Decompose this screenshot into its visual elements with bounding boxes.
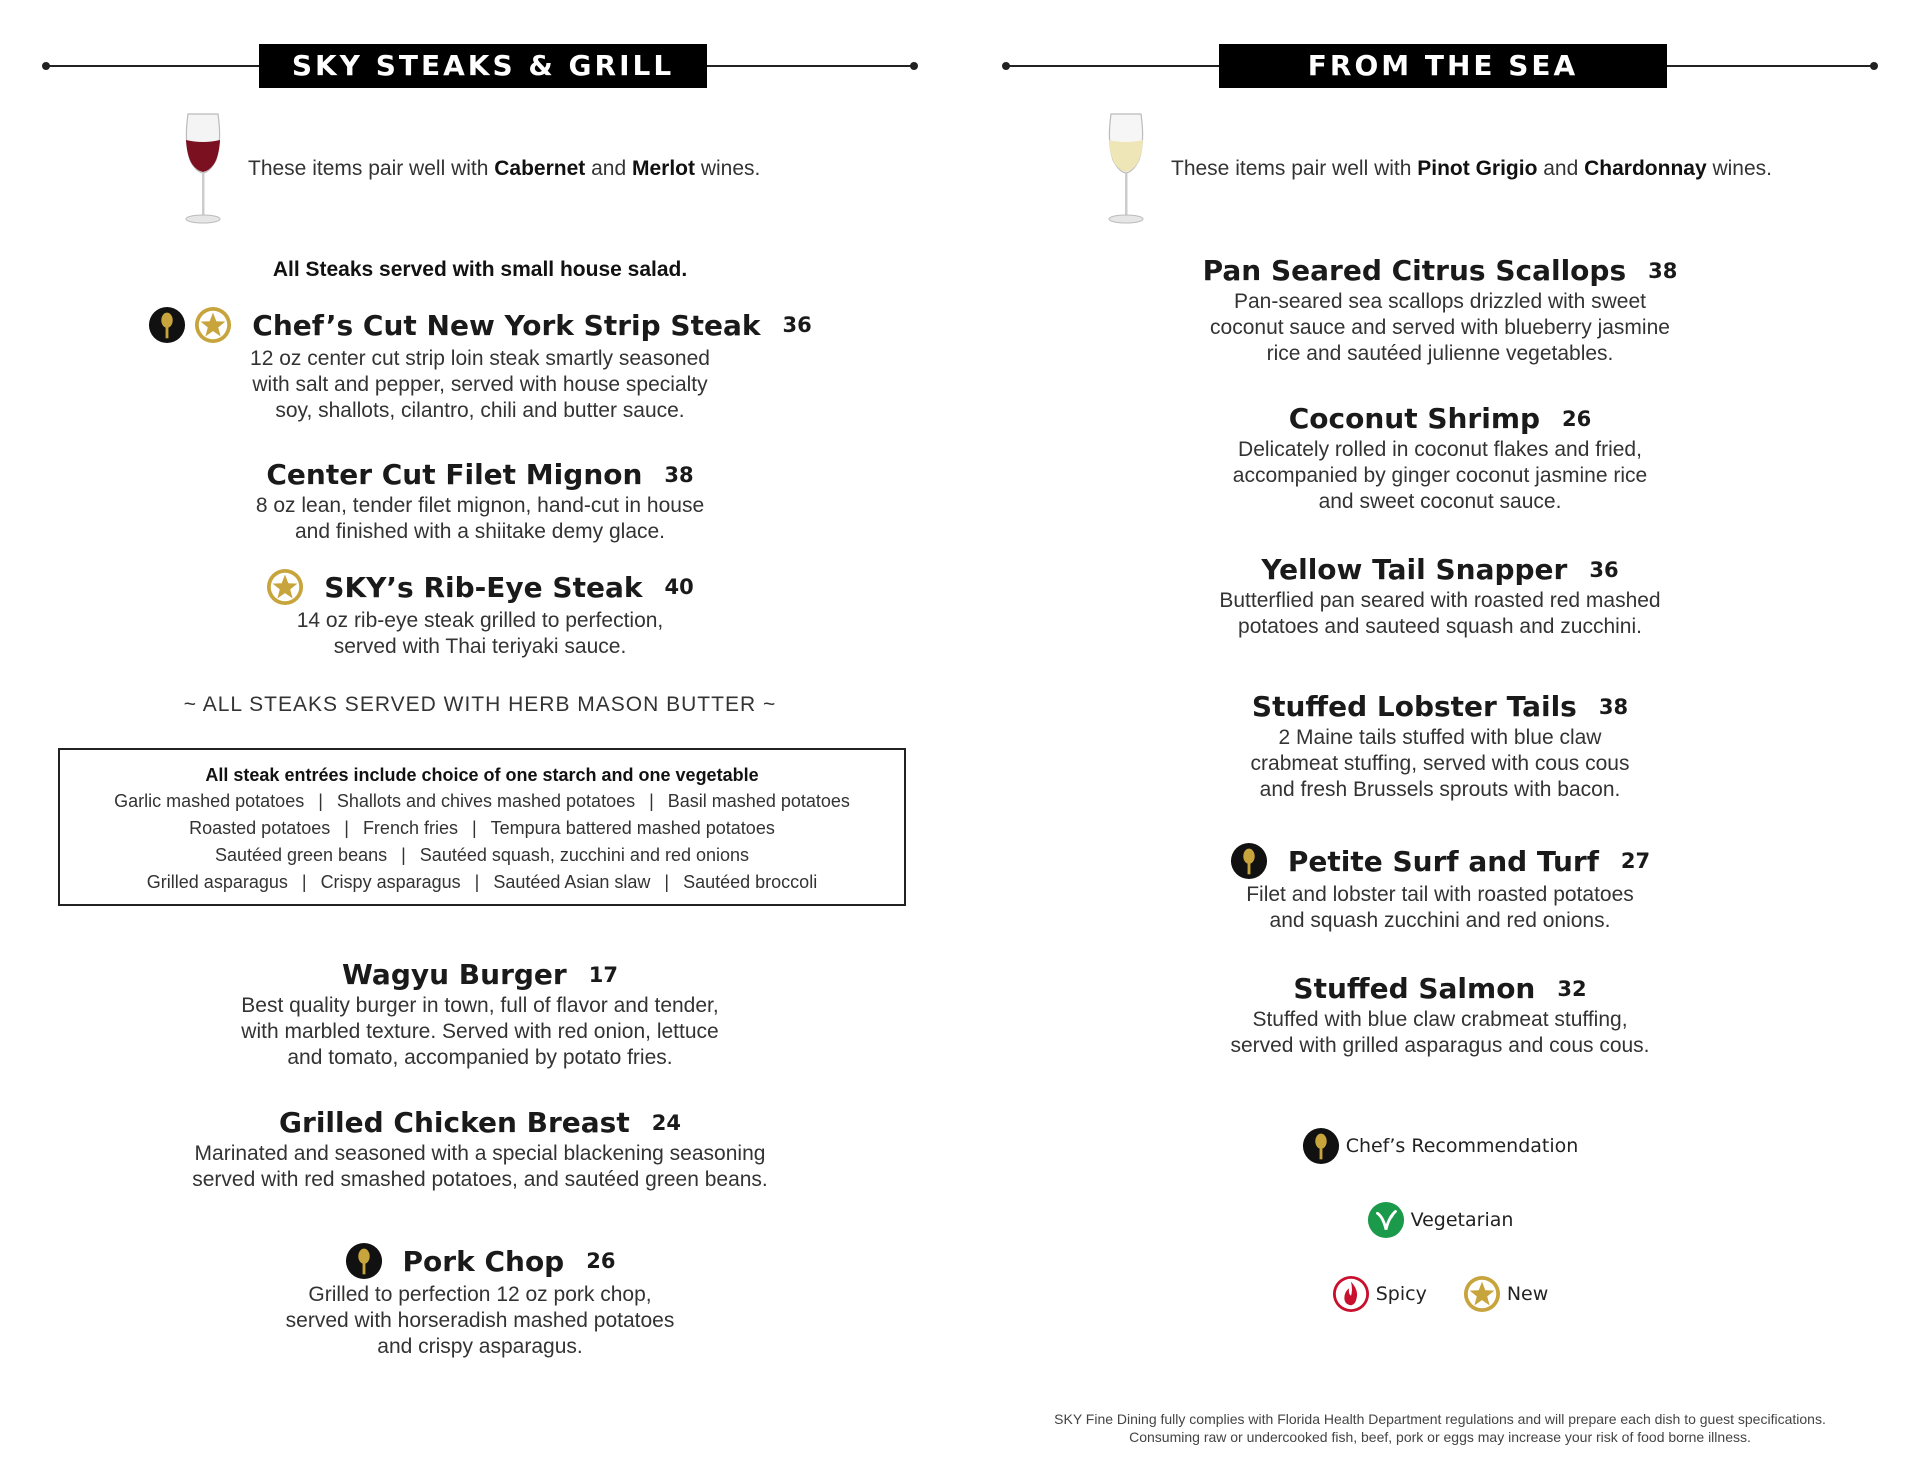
desc-line: potatoes and sauteed squash and zucchini. (1238, 615, 1642, 638)
red-wine-glass-icon (180, 112, 226, 226)
item-price: 27 (1620, 849, 1651, 873)
item-description (1000, 882, 1880, 934)
disclaimer-line: SKY Fine Dining fully complies with Florida Health Department regulations and will prepare each dish to guest specifications. (1054, 1411, 1826, 1427)
item-price: 38 (1598, 694, 1629, 719)
item-name: Coconut Shrimp (1288, 402, 1541, 435)
chef-recommendation-icon (148, 306, 186, 344)
item-name: Pork Chop (402, 1244, 565, 1278)
menu-item (1000, 553, 1880, 640)
item-name: Center Cut Filet Mignon (266, 458, 643, 491)
item-description (40, 1282, 920, 1360)
menu-item (1000, 254, 1880, 367)
section-header (1000, 44, 1880, 88)
item-name: Stuffed Lobster Tails (1251, 690, 1577, 723)
new-star-icon (194, 306, 232, 344)
desc-line: Marinated and seasoned with a special blackening seasoning (194, 1142, 766, 1165)
chef-recommendation-icon (1230, 842, 1268, 880)
wine-name: Pinot Grigio (1417, 157, 1538, 180)
menu-item (40, 568, 920, 660)
desc-line: Best quality burger in town, full of flavor and tender, (241, 994, 719, 1017)
side-option: Roasted potatoes (189, 818, 331, 838)
desc-line: Pan-seared sea scallops drizzled with sweet (1233, 290, 1647, 313)
sides-row (60, 869, 904, 896)
salad-note: All Steaks served with small house salad. (272, 258, 688, 281)
section-title: SKY STEAKS & GRILL (259, 44, 707, 88)
item-description (40, 993, 920, 1071)
wine-pairing (180, 112, 760, 226)
health-disclaimer (1000, 1410, 1880, 1446)
item-description (1000, 437, 1880, 515)
desc-line: and sweet coconut sauce. (1318, 490, 1562, 513)
menu-item (40, 458, 920, 545)
item-price: 17 (588, 962, 618, 987)
side-option: French fries (362, 818, 458, 838)
item-name: Chef’s Cut New York Strip Steak (252, 308, 761, 342)
desc-line: served with red smashed potatoes, and sautéed green beans. (192, 1168, 768, 1191)
desc-line: and squash zucchini and red onions. (1269, 909, 1611, 932)
menu-item (40, 1242, 920, 1360)
side-option: Crispy asparagus (320, 872, 461, 892)
sides-row (60, 815, 904, 842)
wine-name: Chardonnay (1584, 157, 1707, 180)
side-option: Shallots and chives mashed potatoes (336, 791, 636, 811)
side-option: Garlic mashed potatoes (114, 791, 305, 811)
desc-line: Butterflied pan seared with roasted red mashed (1219, 589, 1661, 612)
separator: | (664, 872, 670, 892)
separator: | (301, 872, 307, 892)
legend-label: Spicy (1375, 1283, 1427, 1305)
item-price: 40 (664, 575, 694, 599)
desc-line: Grilled to perfection 12 oz pork chop, (308, 1283, 652, 1306)
pairing-and: and (585, 157, 632, 180)
legend-label: New (1506, 1283, 1549, 1305)
item-price: 24 (651, 1110, 681, 1135)
legend-row (1000, 1275, 1880, 1313)
item-price: 26 (1562, 406, 1592, 431)
desc-line: crabmeat stuffing, served with cous cous (1250, 752, 1630, 775)
menu-item (40, 306, 920, 424)
item-description (40, 493, 920, 545)
legend-entry (1463, 1275, 1548, 1313)
side-option: Sautéed squash, zucchini and red onions (419, 845, 750, 865)
legend-entry (1367, 1201, 1514, 1239)
sides-box (58, 748, 906, 906)
pairing-text (1171, 157, 1772, 181)
menu-item (1000, 842, 1880, 934)
chef-recommendation-icon (1302, 1127, 1340, 1165)
desc-line: 2 Maine tails stuffed with blue claw (1278, 726, 1602, 749)
desc-line: Filet and lobster tail with roasted potatoes (1246, 883, 1634, 906)
item-name: Yellow Tail Snapper (1261, 553, 1568, 586)
new-star-icon (1463, 1275, 1501, 1313)
desc-line: and fresh Brussels sprouts with bacon. (1259, 778, 1621, 801)
side-option: Sautéed Asian slaw (493, 872, 651, 892)
desc-line: served with Thai teriyaki sauce. (333, 635, 627, 658)
desc-line: and crispy asparagus. (377, 1335, 583, 1358)
item-name: Stuffed Salmon (1293, 972, 1536, 1005)
legend-entry (1302, 1127, 1579, 1165)
steaks-grill-section (40, 0, 940, 1484)
desc-line: Delicately rolled in coconut flakes and fried, (1238, 438, 1642, 461)
section-title: FROM THE SEA (1219, 44, 1667, 88)
desc-line: 12 oz center cut strip loin steak smartly seasoned (250, 347, 710, 370)
menu-item (40, 958, 920, 1071)
disclaimer-line: Consuming raw or undercooked fish, beef, pork or eggs may increase your risk of food borne illness. (1129, 1429, 1751, 1445)
side-option: Basil mashed potatoes (667, 791, 850, 811)
desc-line: Stuffed with blue claw crabmeat stuffing, (1252, 1008, 1628, 1031)
item-price: 36 (782, 313, 812, 337)
separator: | (318, 791, 323, 811)
item-name: Pan Seared Citrus Scallops (1202, 254, 1627, 287)
menu-item (40, 1106, 920, 1193)
separator: | (649, 791, 654, 811)
item-price: 38 (1648, 258, 1678, 283)
sides-row (60, 842, 904, 869)
side-option: Sautéed broccoli (683, 872, 818, 892)
desc-line: soy, shallots, cilantro, chili and butter sauce. (275, 399, 685, 422)
item-description (1000, 289, 1880, 367)
menu-item (1000, 690, 1880, 803)
side-option: Grilled asparagus (146, 872, 288, 892)
item-description (40, 608, 920, 660)
desc-line: 14 oz rib-eye steak grilled to perfection, (296, 609, 664, 632)
item-name: Petite Surf and Turf (1287, 844, 1599, 878)
from-the-sea-section (1000, 0, 1900, 1484)
item-description (1000, 1007, 1880, 1059)
white-wine-glass-icon (1103, 112, 1149, 226)
desc-line: 8 oz lean, tender filet mignon, hand-cut in house (255, 494, 705, 517)
header-rule-dot (42, 62, 50, 70)
pairing-suffix: wines. (1706, 157, 1772, 180)
desc-line: rice and sautéed julienne vegetables. (1266, 342, 1614, 365)
menu-item (1000, 972, 1880, 1059)
header-rule-dot (1870, 62, 1878, 70)
legend-label: Chef’s Recommendation (1345, 1135, 1579, 1157)
pairing-text (248, 157, 760, 181)
pairing-prefix: These items pair well with (1171, 157, 1418, 180)
item-description (40, 346, 920, 424)
separator: | (474, 872, 480, 892)
desc-line: served with horseradish mashed potatoes (285, 1309, 675, 1332)
item-name: Grilled Chicken Breast (279, 1106, 630, 1139)
item-price: 32 (1557, 976, 1587, 1001)
new-star-icon (266, 568, 304, 606)
desc-line: with marbled texture. Served with red onion, lettuce (241, 1020, 719, 1043)
pairing-suffix: wines. (695, 157, 761, 180)
menu-item (1000, 402, 1880, 515)
item-description (40, 1141, 920, 1193)
item-description (1000, 588, 1880, 640)
wine-pairing (1103, 112, 1772, 226)
vegetarian-leaf-icon (1367, 1201, 1405, 1239)
item-price: 26 (586, 1249, 616, 1273)
header-rule-dot (910, 62, 918, 70)
desc-line: and finished with a shiitake demy glace. (294, 520, 666, 543)
desc-line: and tomato, accompanied by potato fries. (287, 1046, 673, 1069)
separator: | (344, 818, 349, 838)
separator: | (401, 845, 406, 865)
side-option: Sautéed green beans (214, 845, 388, 865)
side-option: Tempura battered mashed potatoes (490, 818, 775, 838)
legend-label: Vegetarian (1410, 1209, 1514, 1231)
item-name: Wagyu Burger (342, 958, 567, 991)
header-rule-dot (1002, 62, 1010, 70)
item-name: SKY’s Rib-Eye Steak (324, 570, 643, 604)
item-price: 38 (664, 462, 694, 487)
chef-recommendation-icon (345, 1242, 383, 1280)
spicy-flame-icon (1332, 1275, 1370, 1313)
desc-line: with salt and pepper, served with house specialty (252, 373, 708, 396)
item-price: 36 (1589, 557, 1619, 582)
desc-line: served with grilled asparagus and cous cous. (1230, 1034, 1650, 1057)
pairing-and: and (1537, 157, 1585, 180)
wine-name: Merlot (632, 157, 695, 180)
section-header (40, 44, 920, 88)
pairing-prefix: These items pair well with (248, 157, 495, 180)
item-description (1000, 725, 1880, 803)
wine-name: Cabernet (494, 157, 586, 180)
separator: | (471, 818, 477, 838)
desc-line: accompanied by ginger coconut jasmine rice (1232, 464, 1648, 487)
herb-butter-note: ~ ALL STEAKS SERVED WITH HERB MASON BUTTER ~ (183, 693, 777, 716)
legend-entry (1332, 1275, 1427, 1313)
legend-row (1000, 1127, 1880, 1165)
legend-row (1000, 1201, 1880, 1239)
sides-row (60, 788, 904, 815)
sides-title: All steak entrées include choice of one starch and one vegetable (205, 765, 759, 785)
desc-line: coconut sauce and served with blueberry jasmine (1210, 316, 1670, 339)
